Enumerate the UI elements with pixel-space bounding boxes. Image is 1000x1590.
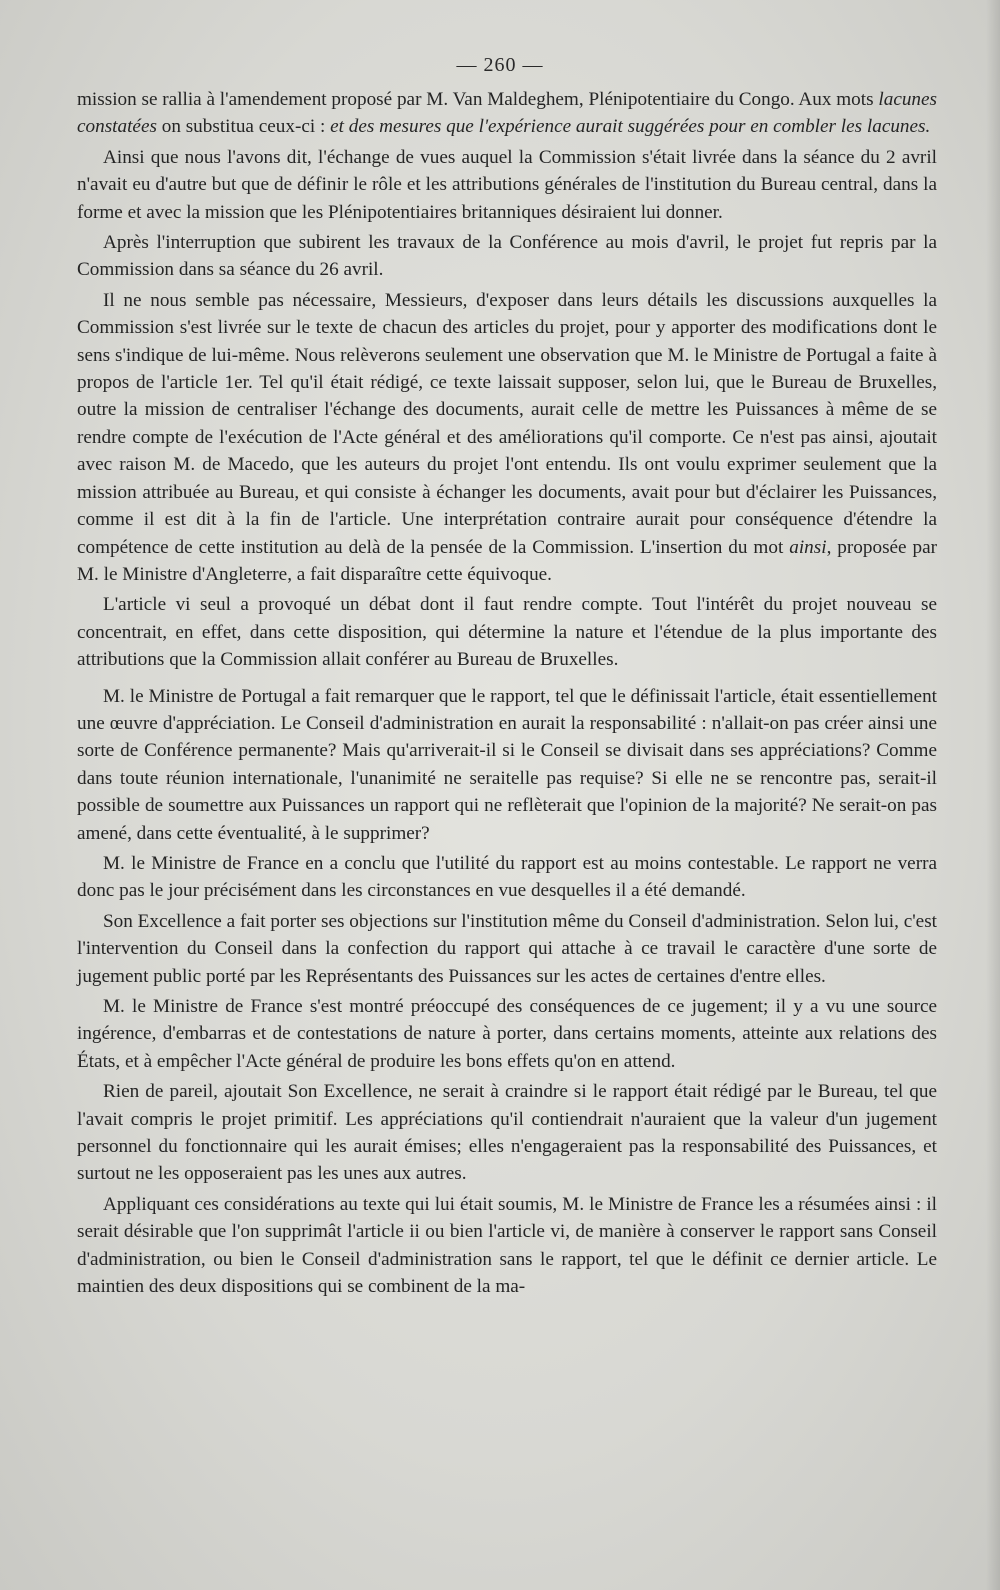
paragraph: [77, 908, 937, 990]
italic-text: lacunes constatées: [77, 89, 938, 138]
text-run: M. le Ministre de France en a conclu que l'utilité du rapport est au moins contestable. Le rapport ne verra donc pas le jour précisément dans les circonstances en vue desquelles il a été demandé.: [77, 852, 937, 902]
body-text: [77, 86, 937, 1303]
text-run: mission se rallia à l'amendement proposé par M. Van Maldeghem, Plénipotentiaire du Congo. Aux mots: [77, 89, 879, 110]
paragraph: [77, 229, 937, 284]
paragraph: [77, 86, 937, 141]
text-run: Appliquant ces considérations au texte qui lui était soumis, M. le Ministre de France les a résumées ainsi : il serait désirable que l'on supprimât l'article ii ou bien l'article vi, de manière à conserver le rapport sans Conseil d'administration, ou bien le Conseil d'administration sans le rapport, tel que le définit ce dernier article. Le maintien des deux dispositions qui se combinent de la ma-: [77, 1193, 937, 1298]
italic-text: et des mesures que l'expérience aurait suggérées pour en combler les lacunes.: [330, 116, 931, 138]
page-edge-shadow: [986, 0, 1000, 1590]
page-number: — 260 —: [456, 54, 544, 76]
text-run: L'article vi seul a provoqué un débat dont il faut rendre compte. Tout l'intérêt du projet nouveau se concentrait, en effet, dans cette disposition, qui détermine la nature et l'étendue de la plus importante des attributions que la Commission allait conférer au Bureau de Bruxelles.: [77, 594, 937, 671]
text-run: M. le Ministre de France s'est montré préoccupé des conséquences de ce jugement; il y a vu une source ingérence, d'embarras et de contestations de nature à porter, dans certains moments, atteinte aux relations des États, et à empêcher l'Acte général de produire les bons effets qu'on en attend.: [77, 996, 937, 1072]
text-run: Après l'interruption que subirent les travaux de la Conférence au mois d'avril, le projet fut repris par la Commission dans sa séance du 26 avril.: [77, 232, 937, 281]
text-run: , proposée par M. le Ministre d'Angleterre, a fait disparaître cette équivoque.: [77, 536, 938, 585]
paragraph: [77, 287, 937, 588]
paragraph: [77, 1191, 937, 1301]
paragraph: [77, 1078, 937, 1188]
text-run: Rien de pareil, ajoutait Son Excellence, ne serait à craindre si le rapport était rédigé par le Bureau, tel que l'avait compris le projet primitif. Les appréciations qu'il contiendrait n'auraient que la valeur d'un jugement personnel du fonctionnaire qui les aurait émises; elles n'engageraient pas la responsabilité des Puissances, et surtout ne les opposeraient pas les unes aux autres.: [77, 1081, 937, 1185]
paragraph: [77, 850, 937, 905]
paragraph: [77, 591, 937, 673]
text-run: M. le Ministre de Portugal a fait remarquer que le rapport, tel que le définissait l'article, était essentiellement une œuvre d'appréciation. Le Conseil d'administration en aurait la responsabilité : n'allait-on pas créer ainsi une sorte de Conférence permanente? Mais qu'arriverait-il si le Conseil se divisait dans ses appréciations? Comme dans toute réunion internationale, l'unanimité ne seraitelle pas requise? Si elle ne se rencontre pas, serait-il possible de soumettre aux Puissances un rapport qui ne reflèterait que l'opinion de la majorité? Ne serait-on pas amené, dans cette éventualité, à le supprimer?: [77, 685, 937, 844]
text-run: Son Excellence a fait porter ses objections sur l'institution même du Conseil d'administration. Selon lui, c'est l'intervention du Conseil dans la confection du rapport qui attache à ce travail le caractère d'une sorte de jugement public porté par les Représentants des Puissances sur les actes de certaines d'entre elles.: [77, 910, 937, 987]
text-run: Ainsi que nous l'avons dit, l'échange de vues auquel la Commission s'était livrée dans la séance du 2 avril n'avait eu d'autre but que de définir le rôle et les attributions générales de l'institution du Bureau central, dans la forme et avec la mission que les Plénipotentiaires britanniques désiraient lui donner.: [77, 146, 937, 223]
text-run: Il ne nous semble pas nécessaire, Messieurs, d'exposer dans leurs détails les discussions auxquelles la Commission s'est livrée sur le texte de chacun des articles du projet, pour y apporter des modifications dont le sens s'indique de lui-même. Nous relèverons seulement une observation que M. le Ministre de Portugal a faite à propos de l'article 1er. Tel qu'il était rédigé, ce texte laissait supposer, selon lui, que le Bureau de Bruxelles, outre la mission de centraliser l'échange des documents, aurait celle de mettre les Puissances à même de se rendre compte de l'exécution de l'Acte général et des améliorations qu'il comporte. Ce n'est pas ainsi, ajoutait avec raison M. de Macedo, que les auteurs du projet l'ont entendu. Ils ont voulu exprimer seulement que la mission attribuée au Bureau, et qui consiste à échanger les documents, avait pour but d'éclairer les Puissances, comme il est dit à la fin de l'article. Une interprétation contraire aurait pour conséquence d'étendre la compétence de cette institution au delà de la pensée de la Commission. L'insertion du mot: [77, 289, 937, 558]
paragraph: [77, 144, 937, 226]
paragraph: [77, 683, 937, 847]
paragraph: [77, 993, 937, 1075]
text-run: on substitua ceux-ci :: [156, 116, 331, 138]
italic-text: ainsi: [789, 536, 827, 558]
